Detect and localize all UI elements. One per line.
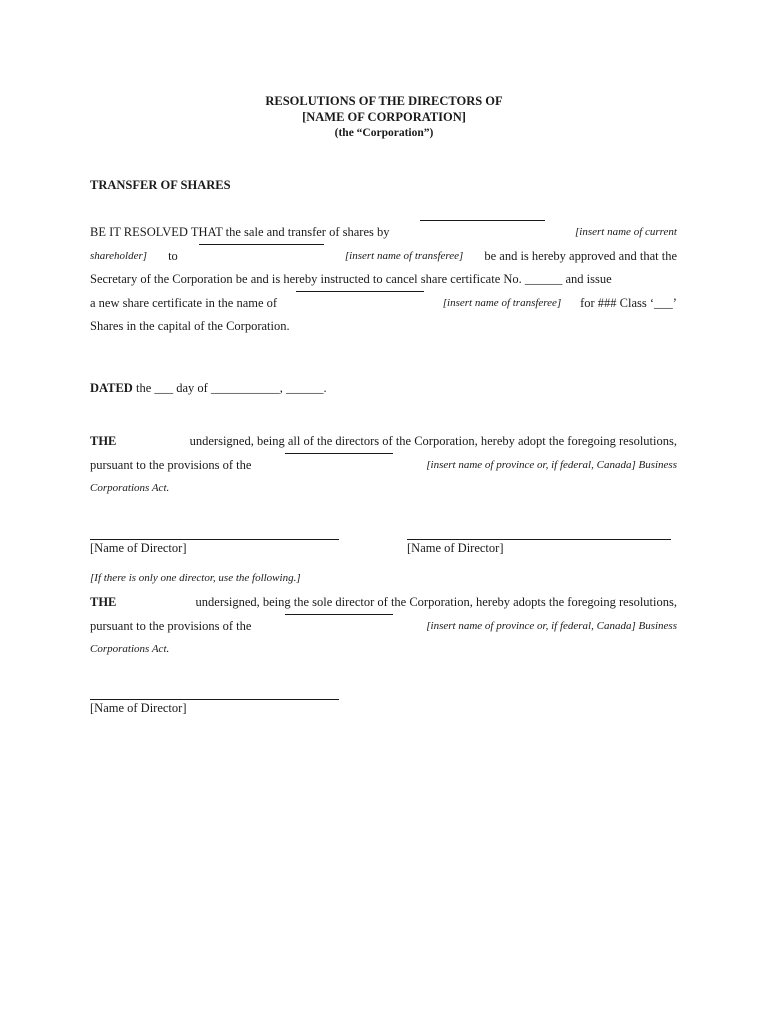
- all-directors-line-2: [90, 454, 677, 478]
- blank-line: [199, 243, 324, 245]
- placeholder-text: shareholder]: [90, 249, 148, 262]
- dated-label: DATED: [90, 381, 133, 395]
- section-heading: TRANSFER OF SHARES: [90, 178, 231, 192]
- placeholder-text: [insert name of province or, if federal, Canada] Business: [426, 458, 677, 471]
- resolution-text: BE IT RESOLVED THAT the sale and transfer of shares by: [90, 225, 390, 239]
- the-label: THE: [90, 434, 117, 448]
- blank-line: [420, 219, 545, 221]
- blank-line: [296, 290, 424, 292]
- placeholder-text: [insert name of transferee]: [442, 296, 562, 309]
- blank-line: [285, 613, 393, 615]
- dated-text: the ___ day of ___________, ______.: [135, 381, 327, 395]
- resolution-line-3: [90, 268, 677, 292]
- resolution-text: for ### Class ‘___’: [580, 295, 677, 310]
- resolution-text: a new share certificate in the name of: [90, 295, 278, 310]
- sole-director-line-1: [90, 591, 677, 615]
- document-title: [0, 93, 768, 141]
- sole-director-note: [If there is only one director, use the following.]: [90, 572, 301, 584]
- all-directors-line-1: [90, 430, 677, 454]
- paragraph-text: pursuant to the provisions of the: [90, 618, 252, 633]
- signature-line-right: [407, 539, 671, 540]
- placeholder-text: [insert name of current: [575, 226, 677, 238]
- act-name: Corporations Act.: [90, 482, 170, 494]
- dated-line: [90, 377, 677, 401]
- placeholder-text: [insert name of province or, if federal, Canada] Business: [426, 619, 677, 632]
- blank-line: [285, 452, 393, 454]
- placeholder-text: [insert name of transferee]: [344, 249, 464, 262]
- the-label: THE: [90, 595, 117, 609]
- resolution-line-5: Shares in the capital of the Corporation.: [90, 319, 290, 333]
- title-line-3: (the “Corporation”): [334, 127, 434, 139]
- sole-director-paragraph: [90, 591, 677, 662]
- paragraph-text: undersigned, being the sole director of the Corporation, hereby adopts the foregoing resolutions,: [195, 595, 677, 609]
- title-line-1: RESOLUTIONS OF THE DIRECTORS OF: [265, 94, 503, 108]
- all-directors-paragraph: [90, 430, 677, 501]
- signature-line-sole: [90, 699, 339, 700]
- resolution-line-1: [90, 221, 677, 245]
- sole-director-line-2: [90, 615, 677, 639]
- act-name: Corporations Act.: [90, 643, 170, 655]
- signature-line-left: [90, 539, 339, 540]
- resolution-paragraph: [90, 221, 677, 339]
- resolution-line-2: [90, 245, 677, 269]
- title-line-2: [NAME OF CORPORATION]: [302, 110, 466, 124]
- resolution-text: to: [168, 248, 178, 263]
- paragraph-text: undersigned, being all of the directors of the Corporation, hereby adopt the foregoing resolutions,: [189, 434, 677, 448]
- resolution-text: Secretary of the Corporation be and is hereby instructed to cancel share certificate No. ______ and issue: [90, 272, 612, 286]
- director-name-left: [Name of Director]: [90, 541, 187, 555]
- director-name-sole: [Name of Director]: [90, 701, 187, 715]
- resolution-line-4: [90, 292, 677, 316]
- director-name-right: [Name of Director]: [407, 541, 504, 555]
- paragraph-text: pursuant to the provisions of the: [90, 457, 252, 472]
- resolution-text: be and is hereby approved and that the: [484, 248, 677, 263]
